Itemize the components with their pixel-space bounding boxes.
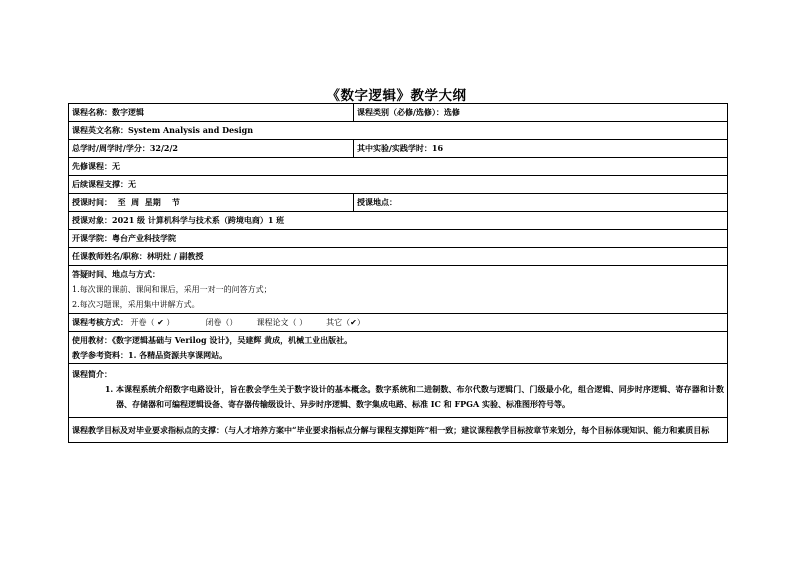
follow-course-cell: 后续课程支撑：无 xyxy=(69,176,728,194)
english-name-cell: 课程英文名称：System Analysis and Design xyxy=(69,122,728,140)
assessment-closed-book: 闭卷（） xyxy=(205,318,238,327)
teaching-time-cell: 授课时间： 至 周 星期 节 xyxy=(69,194,354,212)
qa-item-2: 2.每次习题课，采用集中讲解方式。 xyxy=(72,300,200,309)
intro-list xyxy=(72,382,724,412)
assessment-label: 课程考核方式： xyxy=(72,317,128,327)
hours-cell: 总学时/周学时/学分：32/2/2 xyxy=(69,140,354,158)
assessment-paper: 课程论文（ ） xyxy=(256,318,308,327)
intro-item: 1. 本课程系统介绍数字电路设计，旨在教会学生关于数字设计的基本概念。数字系统和二进制数、布尔代数与逻辑门、门级最小化，组合逻辑、同步时序逻辑、寄存器和计数器、存储器和可编程逻辑设备、寄存器传输级设计、异步时序逻辑、数字集成电路、标准 IC 和 FPGA 实验、标准图形符号等。 xyxy=(116,382,724,412)
course-type-cell: 课程类别（必修/选修）：选修 xyxy=(354,104,728,122)
qa-cell xyxy=(69,266,728,314)
table-row xyxy=(69,158,728,176)
assessment-open-book: 开卷（ ✔ ） xyxy=(130,318,175,327)
table-row xyxy=(69,176,728,194)
intro-cell xyxy=(69,364,728,418)
lab-hours-cell: 其中实验/实践学时：16 xyxy=(354,140,728,158)
table-row xyxy=(69,266,728,314)
assessment-cell xyxy=(69,314,728,332)
textbook-text: 使用教材：《数字逻辑基础与 Verilog 设计》，吴建辉 黄成，机械工业出版社。 xyxy=(72,335,353,345)
table-row xyxy=(69,364,728,418)
table-row xyxy=(69,104,728,122)
goals-cell: 课程教学目标及对毕业要求指标点的支撑：（与人才培养方案中“毕业要求指标点分解与课程支撑矩阵”相一致；建议课程教学目标按章节来划分，每个目标体现知识、能力和素质目标 xyxy=(69,418,728,443)
table-row xyxy=(69,332,728,364)
table-row xyxy=(69,122,728,140)
prerequisite-cell: 先修课程：无 xyxy=(69,158,728,176)
college-cell: 开课学院：粤台产业科技学院 xyxy=(69,230,728,248)
audience-cell: 授课对象：2021 级 计算机科学与技术系（跨境电商）1 班 xyxy=(69,212,728,230)
table-row xyxy=(69,418,728,443)
table-row xyxy=(69,212,728,230)
intro-title: 课程简介： xyxy=(72,369,112,379)
table-row xyxy=(69,248,728,266)
teacher-cell: 任课教师姓名/职称：林明灶 / 副教授 xyxy=(69,248,728,266)
course-name-cell: 课程名称：数字逻辑 xyxy=(69,104,354,122)
qa-title: 答疑时间、地点与方式： xyxy=(72,269,160,279)
materials-cell xyxy=(69,332,728,364)
page-title: 《数字逻辑》教学大纲 xyxy=(326,88,467,104)
reference-text: 教学参考资料：1. 各精品资源共享课网站。 xyxy=(72,350,228,360)
assessment-other: 其它（✔） xyxy=(326,318,365,327)
syllabus-table xyxy=(68,103,728,443)
qa-item-1: 1.每次课的课前、课间和课后，采用一对一的问答方式； xyxy=(72,285,272,294)
table-row xyxy=(69,194,728,212)
table-row xyxy=(69,314,728,332)
teaching-location-cell: 授课地点： xyxy=(354,194,728,212)
table-row xyxy=(69,230,728,248)
table-row xyxy=(69,140,728,158)
